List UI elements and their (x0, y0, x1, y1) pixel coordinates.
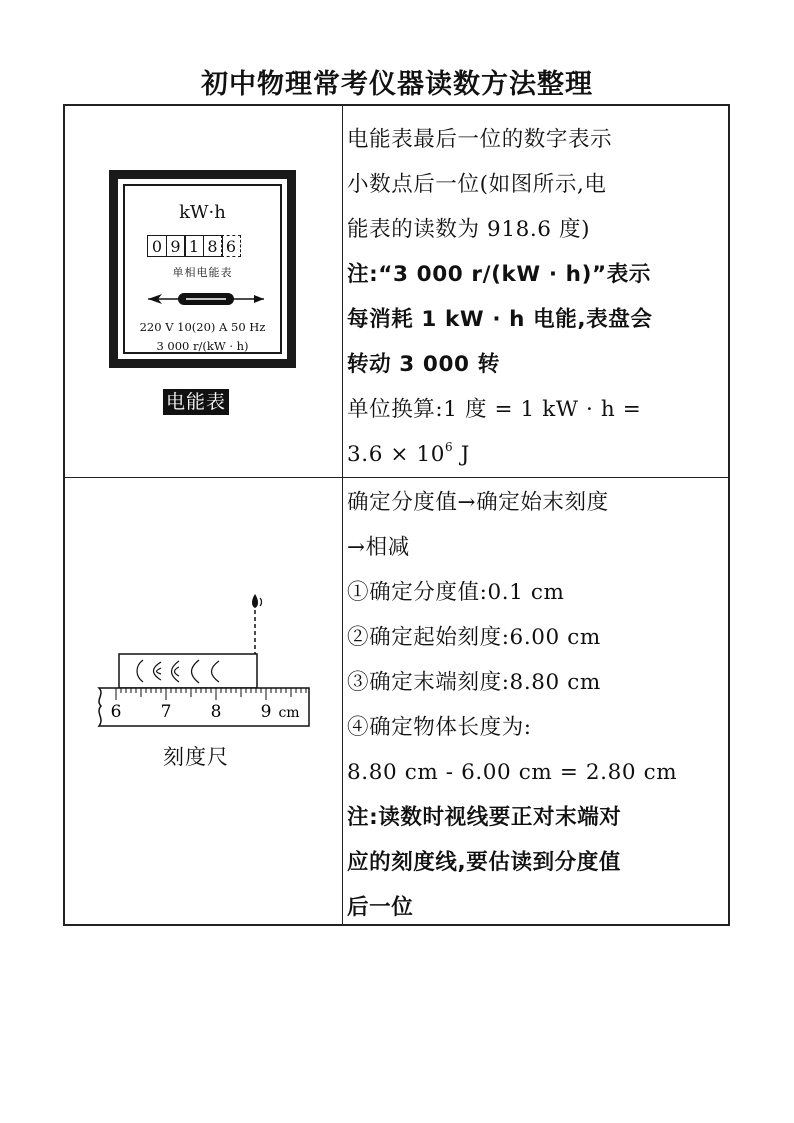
ruler-illustration (95, 588, 315, 738)
ruler-unit-label: cm (278, 705, 300, 721)
meter-digit: 9 (166, 235, 186, 257)
ruler-image-cell (65, 478, 342, 924)
meter-text-line: 电能表最后一位的数字表示 (347, 127, 613, 152)
unit-conversion-result (347, 432, 722, 477)
ruler-text-line: 确定分度值→确定始末刻度 (347, 490, 609, 515)
ruler-note-line: 应的刻度线,要估读到分度值 (347, 850, 621, 875)
ruler-step-line: ①确定分度值:0.1 cm (347, 580, 565, 605)
wooden-block (119, 654, 257, 688)
meter-dial-arrow-icon (148, 289, 268, 309)
meter-image-cell (65, 106, 342, 477)
meter-note-line: 每消耗 1 kW · h 电能,表盘会 (347, 307, 653, 332)
meter-spec-line-2: 3 000 r/(kW · h) (156, 339, 249, 353)
meter-unit: kW·h (179, 202, 226, 223)
meter-digit-decimal: 6 (221, 235, 241, 257)
ruler-tick-label: 8 (210, 702, 222, 722)
conversion-unit: J (453, 442, 470, 467)
meter-description (347, 117, 722, 477)
ruler-step-line: ③确定末端刻度:8.80 cm (347, 670, 601, 695)
ruler-note-line: 后一位 (347, 895, 414, 920)
ruler-step-line: ②确定起始刻度:6.00 cm (347, 625, 601, 650)
column-divider (342, 106, 343, 924)
unit-conversion-line: 单位换算:1 度 = 1 kW · h = (347, 397, 642, 422)
ruler-tick-label: 6 (110, 702, 122, 722)
meter-label: 单相电能表 (172, 266, 233, 279)
ruler-description (347, 480, 722, 930)
meter-face (123, 184, 282, 354)
ruler-caption: 刻度尺 (163, 745, 229, 769)
ruler-calculation-line: 8.80 cm - 6.00 cm = 2.80 cm (347, 760, 678, 785)
instrument-table (63, 104, 730, 926)
ruler-step-line: ④确定物体长度为: (347, 715, 532, 740)
ruler-note-line: 注:读数时视线要正对末端对 (347, 805, 622, 830)
conversion-base: 3.6 × 10 (347, 442, 446, 467)
meter-digit: 1 (184, 235, 204, 257)
meter-digit: 0 (147, 235, 167, 257)
ruler-tick-label: 7 (160, 702, 172, 722)
meter-note-line: 注:“3 000 r/(kW · h)”表示 (347, 262, 651, 287)
meter-digit: 8 (203, 235, 223, 257)
ruler-tick-label: 9 (260, 702, 272, 722)
meter-digits (147, 235, 241, 257)
meter-note-line: 转动 3 000 转 (347, 352, 500, 377)
meter-text-line: 能表的读数为 918.6 度) (347, 217, 591, 242)
eye-icon (252, 594, 262, 608)
meter-text-line: 小数点后一位(如图所示,电 (347, 172, 607, 197)
conversion-exponent: 6 (445, 440, 454, 454)
ruler-text-line: →相减 (347, 535, 410, 560)
meter-spec-line-1: 220 V 10(20) A 50 Hz (139, 320, 266, 334)
energy-meter (109, 170, 296, 368)
meter-caption: 电能表 (163, 389, 229, 415)
page-title: 初中物理常考仪器读数方法整理 (201, 69, 593, 100)
